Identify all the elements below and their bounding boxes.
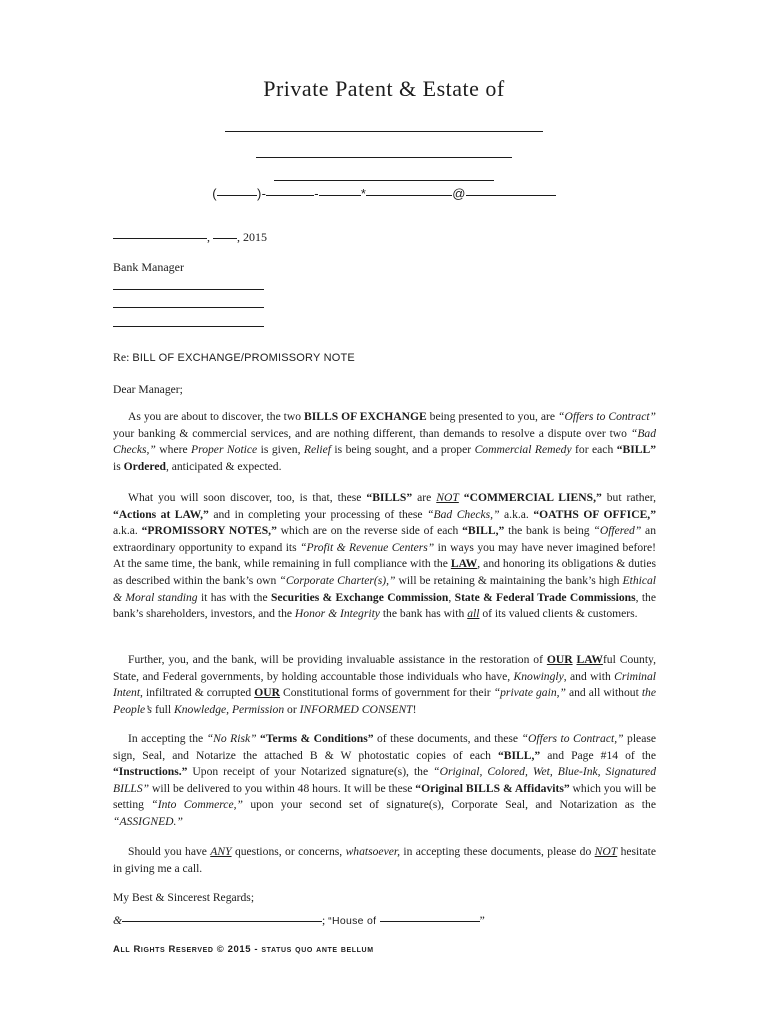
signature-mark: & — [113, 914, 123, 927]
address-line-3 — [113, 325, 264, 327]
copyright-footer: All Rights Reserved © 2015 - status quo ante bellum — [113, 944, 374, 955]
signature-line: & ; “House of ” — [113, 914, 485, 927]
name-line-1 — [0, 123, 768, 140]
paragraph-5: Should you have ANY questions, or concerns, whatsoever, in accepting these documents, please do NOT hesitate in giving me a call. — [113, 845, 656, 875]
contact-line: ( )- - * @ — [0, 186, 768, 203]
subject-text: BILL OF EXCHANGE/PROMISSORY NOTE — [132, 352, 355, 364]
date-line: , , 2015 — [113, 229, 267, 246]
salutation: Dear Manager; — [113, 383, 183, 396]
name-line-2 — [0, 149, 768, 166]
recipient-label: Bank Manager — [113, 260, 184, 274]
address-line-2 — [113, 306, 264, 308]
paragraph-1: As you are about to discover, the two BILLS OF EXCHANGE being presented to you, are “Offers to Contract” your banking & commercial services, and are nothing different, than demands to resolve a dispute over two “Bad Checks,” where Proper Notice is given, Relief is being sought, and a proper Commercial Remedy for each “BILL” is Ordered, anticipated & expected. — [113, 410, 657, 473]
subject-line: Re: BILL OF EXCHANGE/PROMISSORY NOTE — [113, 350, 355, 364]
document-title: Private Patent & Estate of — [263, 76, 505, 101]
paragraph-4: In accepting the “No Risk” “Terms & Conditions” of these documents, and these “Offers to Contract,” please sign, Seal, and Notarize the attached B & W photostatic copies of each “BILL,” and Page #14 of the “Instructions.” Upon receipt of your Notarized signature(s), the “Original, Colored, Wet, Blue-Ink, Signatured BILLS” will be delivered to you within 48 hours. It will be these “Original BILLS & Affidavits” which you will be setting “Into Commerce,” upon your second set of signature(s), Corporate Seal, and Notarization as the “ASSIGNED.” — [113, 732, 657, 828]
paragraph-3: Further, you, and the bank, will be providing invaluable assistance in the restoration of OUR LAWful County, State, and Federal governments, by holding accountable those individuals who have, Knowingly, and with Criminal Intent, infiltrated & corrupted OUR Constitutional forms of government for their “private gain,” and all without the People’s full Knowledge, Permission or INFORMED CONSENT! — [113, 653, 656, 716]
closing: My Best & Sincerest Regards; — [113, 891, 255, 904]
paragraph-2: What you will soon discover, too, is that, these “BILLS” are NOT “COMMERCIAL LIENS,” but rather, “Actions at LAW,” and in completing your processing of these “Bad Checks,” a.k.a. “OATHS OF OFFICE,” a.k.a. “PROMISSORY NOTES,” which are on the reverse side of each “BILL,” the bank is being “Offered” an extraordinary opportunity to expand its “Profit & Revenue Centers” in ways you may have never imagined before! At the same time, the bank, while remaining in full compliance with the LAW, and honoring its obligations & duties as described within the bank’s own “Corporate Charter(s),” will be retaining & maintaining the bank’s high Ethical & Moral standing it has with the Securities & Exchange Commission, State & Federal Trade Commissions, the bank’s shareholders, investors, and the Honor & Integrity the bank has with all of its valued clients & customers. — [113, 491, 657, 621]
address-line-1 — [113, 288, 264, 290]
